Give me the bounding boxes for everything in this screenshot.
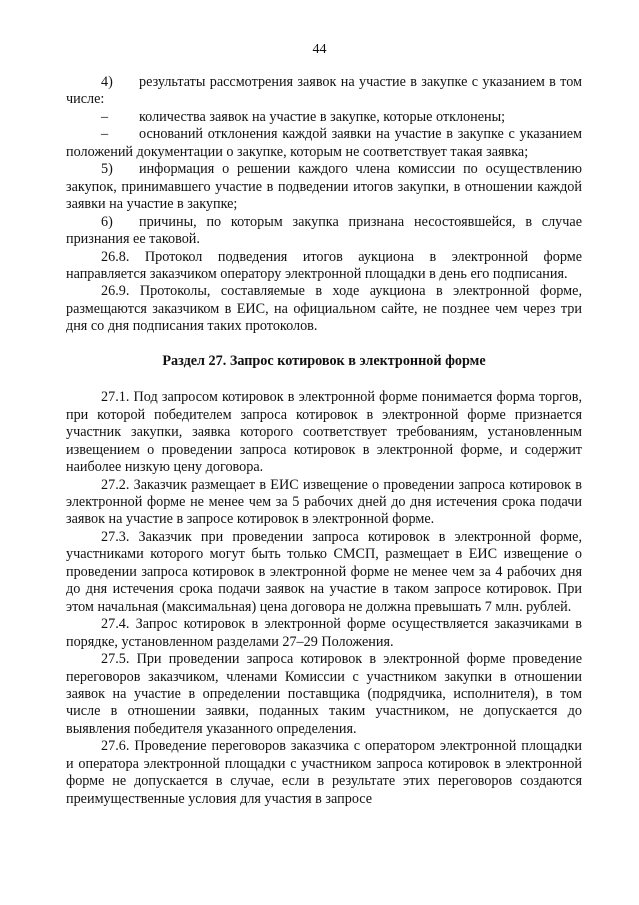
clause-27-1: 27.1. Под запросом котировок в электронной форме понимается форма торгов, при которой победителем запроса котировок в электронной форме признается участник закупки, заявка которого соответствует требованиям, установленным извещением о проведении запроса котировок в электронной форме, и содержит наиболее низкую цену договора. <box>66 389 582 476</box>
list-item-text: информация о решении каждого члена комиссии по осуществлению закупок, принимавшего участие в подведении итогов закупки, в отношении каждой заявки на участие в закупке; <box>66 161 582 213</box>
dash-item-text: оснований отклонения каждой заявки на участие в закупке с указанием положений документации о закупке, которым не соответствует такая заявка; <box>66 126 582 160</box>
list-item-5 <box>66 161 582 213</box>
page-number: 44 <box>312 42 327 57</box>
dash-mark: – <box>101 126 109 143</box>
clause-27-5: 27.5. При проведении запроса котировок в электронной форме проведение переговоров заказчиком, членами Комиссии с участником закупки в отношении заявок на участие в определении поставщика (подрядчика, исполнителя), в том числе в отношении заявки, поданных таким участником, не допускается до выявления победителя указанного определения. <box>66 651 582 737</box>
dash-item-2 <box>66 126 582 161</box>
list-item-number: 4) <box>101 74 113 90</box>
list-item-4 <box>66 74 582 109</box>
dash-item-text: количества заявок на участие в закупке, которые отклонены; <box>139 108 506 125</box>
clause-26-9: 26.9. Протоколы, составляемые в ходе аукциона в электронной форме, размещаются заказчиком в ЕИС, на официальном сайте, не позднее чем через три дня со дня подписания таких протоколов. <box>66 283 582 335</box>
clause-27-4: 27.4. Запрос котировок в электронной форме осуществляется заказчиками в порядке, установленном разделами 27–29 Положения. <box>66 616 582 650</box>
clause-26-8: 26.8. Протокол подведения итогов аукциона в электронной форме направляется заказчиком оператору электронной площадки в день его подписания. <box>66 248 582 282</box>
list-item-text: причины, по которым закупка признана несостоявшейся, в случае признания ее таковой. <box>66 213 582 248</box>
dash-mark: – <box>101 108 109 125</box>
document-body <box>66 0 582 808</box>
list-item-text: результаты рассмотрения заявок на участие в закупке с указанием в том числе: <box>66 74 582 108</box>
section-title: Раздел 27. Запрос котировок в электронной форме <box>162 352 486 369</box>
list-item-6 <box>66 214 582 249</box>
list-item-number: 6) <box>101 213 113 230</box>
dash-item-1 <box>66 109 582 126</box>
clause-27-6: 27.6. Проведение переговоров заказчика с оператором электронной площадки и оператора электронной площадки с участником запроса котировок в электронной форме не допускается в случае, если в результате этих переговоров создаются преимущественные условия для участия в запросе <box>66 738 582 807</box>
clause-27-2: 27.2. Заказчик размещает в ЕИС извещение о проведении запроса котировок в электронной форме не менее чем за 5 рабочих дней до дня истечения срока подачи заявок на участие в запросе котировок в электронной форме. <box>66 476 582 528</box>
list-item-number: 5) <box>101 161 113 178</box>
clause-27-3: 27.3. Заказчик при проведении запроса котировок в электронной форме, участниками которого могут быть только СМСП, размещает в ЕИС извещение о проведении запроса котировок в электронной форме не менее чем за 4 рабочих дня до дня истечения срока подачи заявок на участие в таком запросе котировок. При этом начальная (максимальная) цена договора не должна превышать 7 млн. рублей. <box>66 528 582 615</box>
